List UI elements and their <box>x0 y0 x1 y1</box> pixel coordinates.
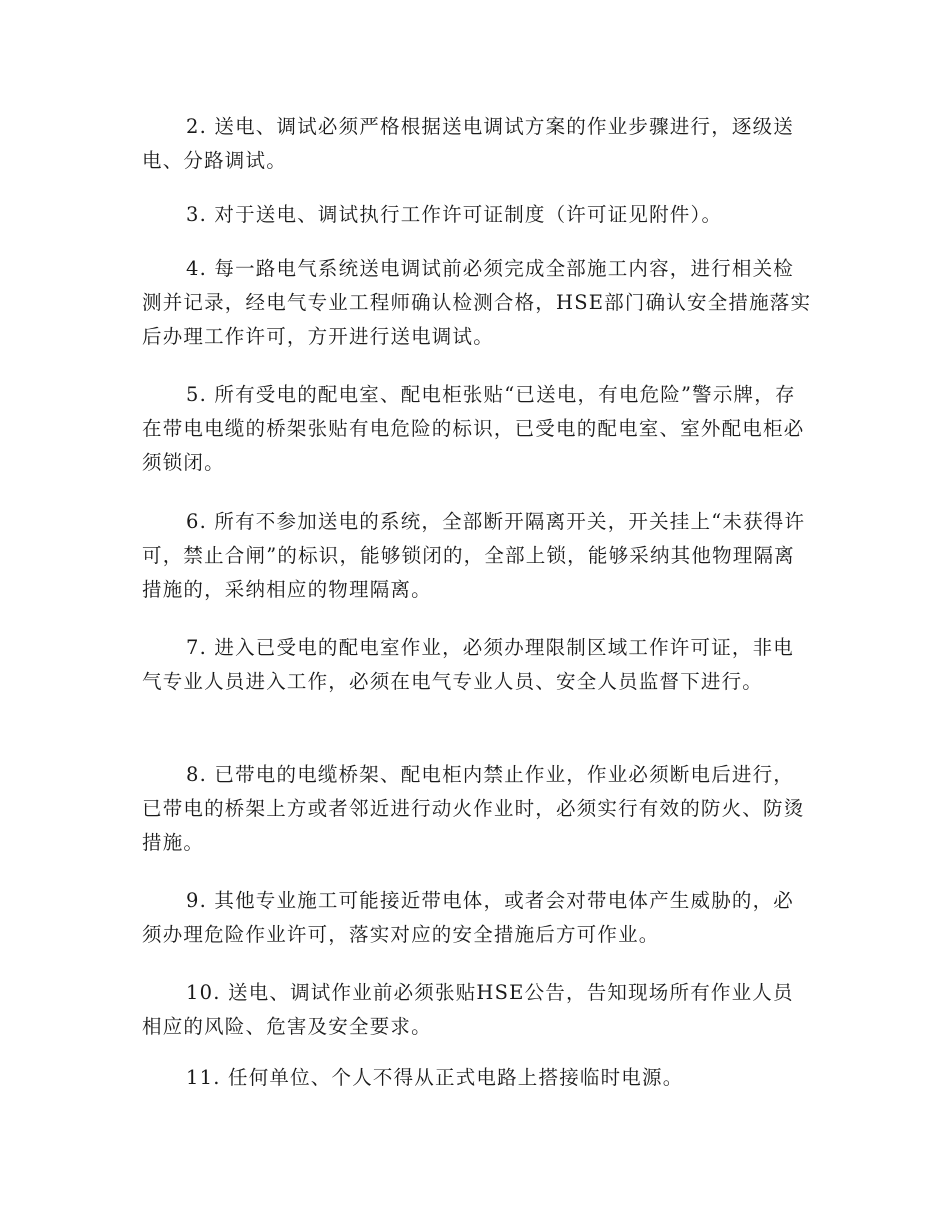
paragraph-item-7: 7. 进入已受电的配电室作业，必须办理限制区域工作许可证，非电气专业人员进入工作，必须在电气专业人员、安全人员监督下进行。 <box>142 636 795 693</box>
paragraph-item-10: 10. 送电、调试作业前必须张贴HSE公告，告知现场所有作业人员相应的风险、危害及安全要求。 <box>142 981 794 1038</box>
paragraph-item-4: 4. 每一路电气系统送电调试前必须完成全部施工内容，进行相关检测并记录，经电气专业工程师确认检测合格，HSE部门确认安全措施落实后办理工作许可，方开进行送电调试。 <box>142 257 812 348</box>
paragraph-item-2: 2. 送电、调试必须严格根据送电调试方案的作业步骤进行，逐级送电、分路调试。 <box>142 115 795 172</box>
paragraph-item-3: 3. 对于送电、调试执行工作许可证制度（许可证见附件）。 <box>186 203 723 226</box>
paragraph-item-9: 9. 其他专业施工可能接近带电体，或者会对带电体产生威胁的，必须办理危险作业许可，落实对应的安全措施后方可作业。 <box>142 889 795 946</box>
paragraph-item-8: 8. 已带电的电缆桥架、配电柜内禁止作业，作业必须断电后进行，已带电的桥架上方或者邻近进行动火作业时，必须实行有效的防火、防烫措施。 <box>142 763 805 854</box>
paragraph-item-6: 6. 所有不参加送电的系统，全部断开隔离开关，开关挂上“未获得许可，禁止合闸”的标识，能够锁闭的，全部上锁，能够采纳其他物理隔离措施的，采纳相应的物理隔离。 <box>142 510 806 601</box>
paragraph-item-5: 5. 所有受电的配电室、配电柜张贴“已送电，有电危险”警示牌，存在带电电缆的桥架张贴有电危险的标识，已受电的配电室、室外配电柜必须锁闭。 <box>142 383 805 474</box>
paragraph-item-11: 11. 任何单位、个人不得从正式电路上搭接临时电源。 <box>186 1066 684 1089</box>
